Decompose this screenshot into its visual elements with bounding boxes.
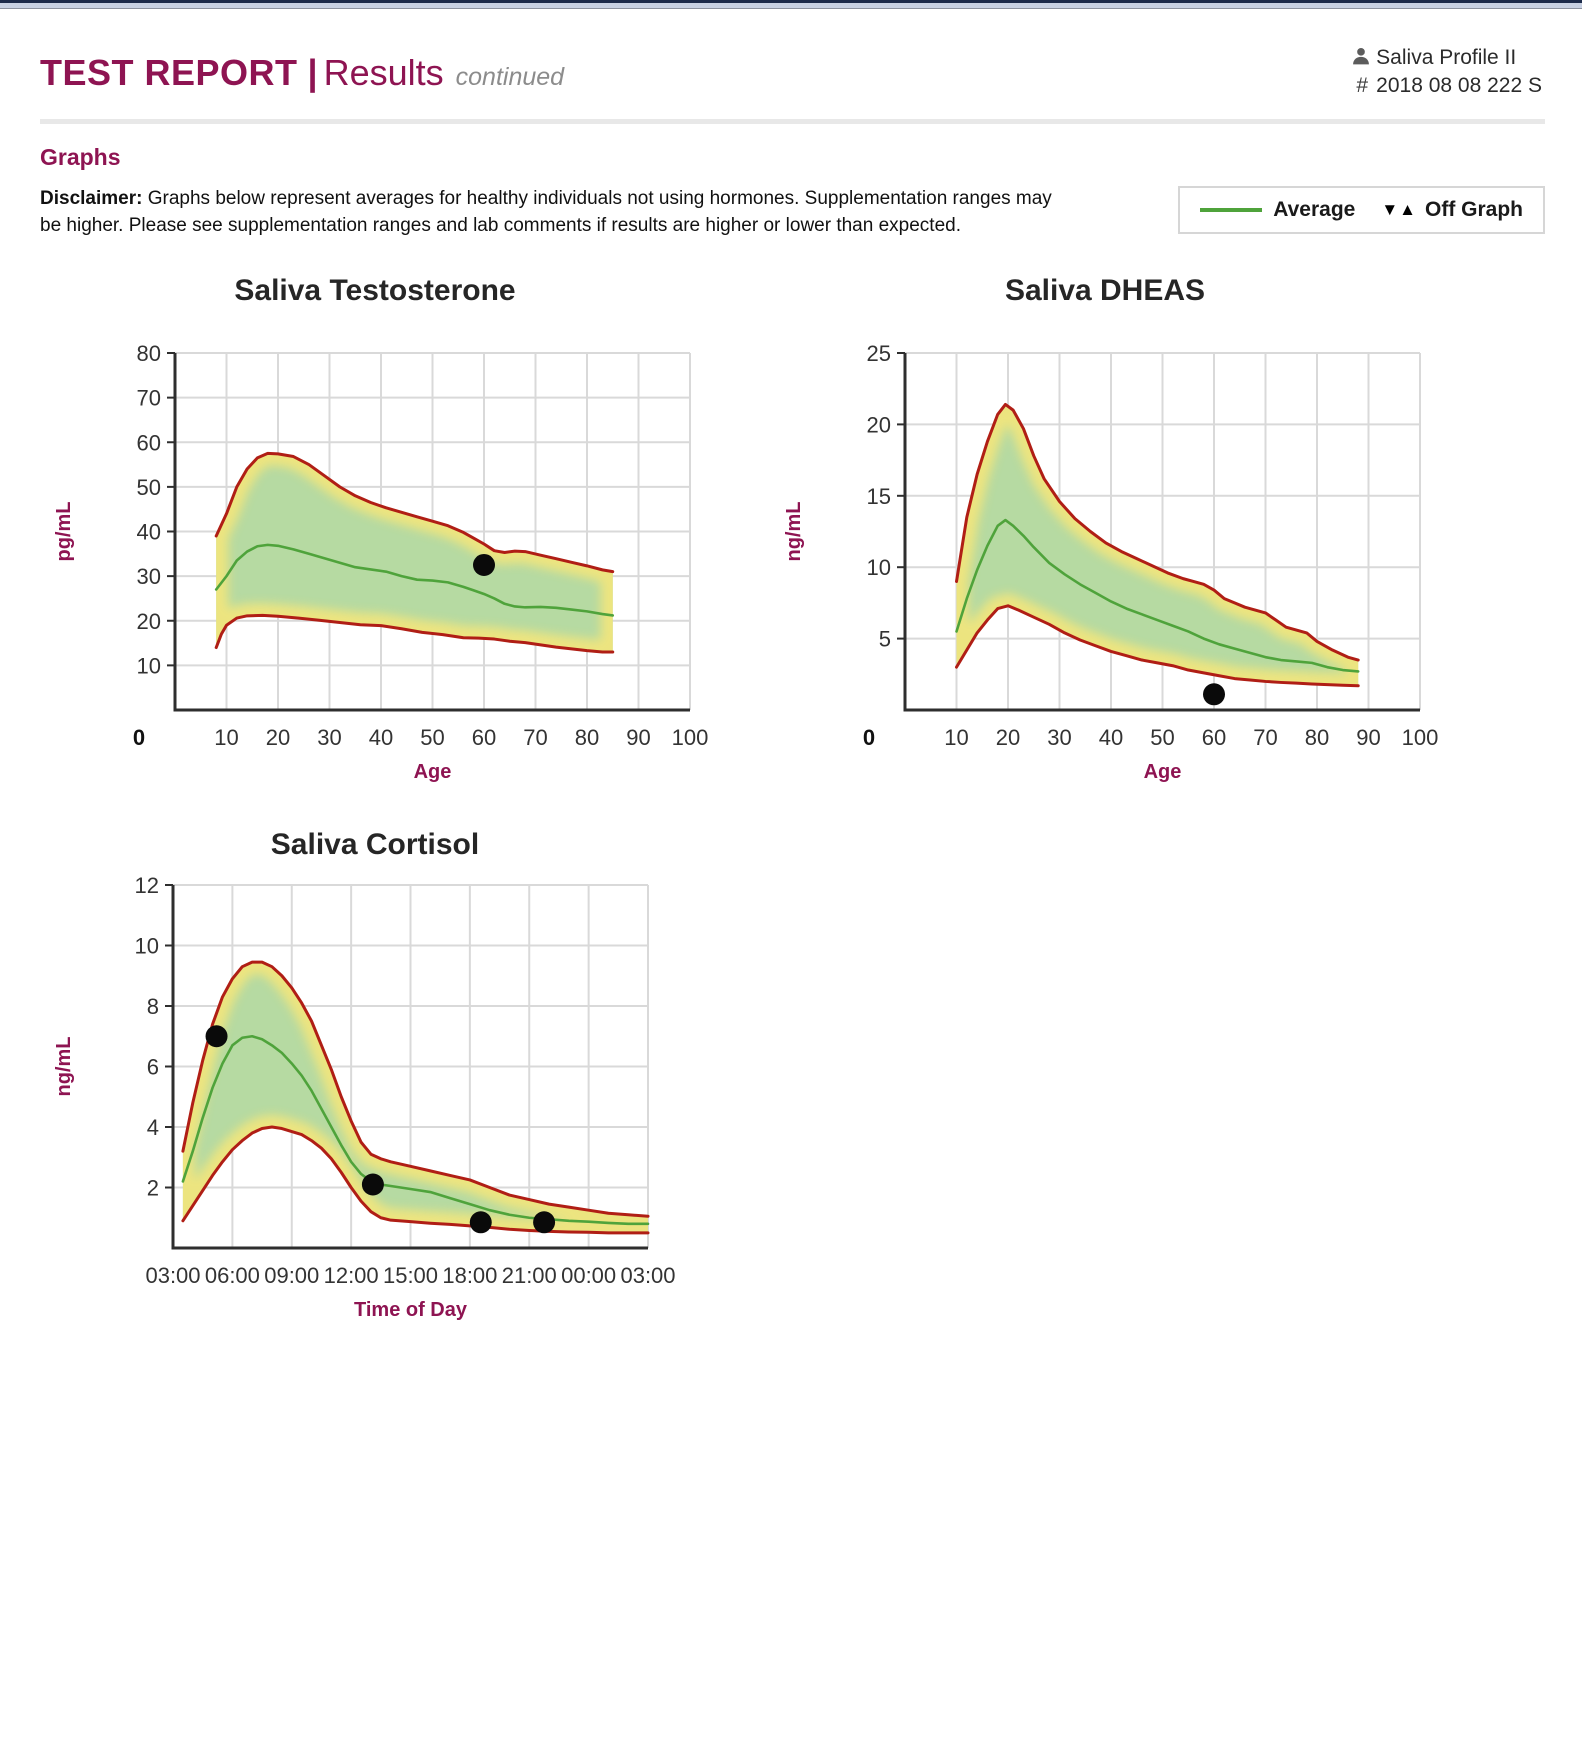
person-icon <box>1348 46 1376 72</box>
y-tick-label: 20 <box>866 412 891 438</box>
y-axis-label: pg/mL <box>53 501 75 562</box>
result-point <box>1203 683 1225 705</box>
x-tick-label: 70 <box>523 725 548 750</box>
reference-band <box>183 962 648 1233</box>
legend-average-label: Average <box>1273 198 1356 221</box>
profile-name: Saliva Profile II <box>1376 46 1517 69</box>
result-point <box>206 1025 228 1047</box>
disclaimer-row <box>40 186 1545 240</box>
y-tick-label: 40 <box>136 519 161 545</box>
x-tick-label: 90 <box>626 725 651 750</box>
y-tick-label: 10 <box>866 555 891 581</box>
chart-saliva-cortisol <box>30 812 720 1342</box>
x-tick-label: 70 <box>1253 725 1278 750</box>
x-tick-label: 21:00 <box>501 1263 557 1288</box>
x-tick-label: 15:00 <box>382 1263 439 1288</box>
report-title: TEST REPORT <box>40 52 298 93</box>
x-tick-label: 30 <box>317 725 342 750</box>
y-tick-label: 4 <box>146 1115 159 1140</box>
reference-band <box>957 404 1359 685</box>
x-tick-label: 60 <box>471 725 497 750</box>
x-tick-label: 100 <box>1401 725 1439 750</box>
x-tick-label: 80 <box>574 725 600 750</box>
y-tick-label: 12 <box>134 873 159 898</box>
x-tick-label: 20 <box>995 725 1021 750</box>
page-top-border <box>0 0 1582 9</box>
chart-title: Saliva DHEAS <box>1004 274 1206 307</box>
average-line-icon <box>1200 208 1262 212</box>
x-tick-label: 30 <box>1047 725 1072 750</box>
x-tick-label: 00:00 <box>561 1263 617 1288</box>
chart-title: Saliva Cortisol <box>270 828 480 861</box>
y-tick-label: 30 <box>136 564 161 590</box>
sample-id-prefix: # <box>1356 74 1369 97</box>
result-point <box>470 1211 492 1233</box>
y-tick-label: 15 <box>866 483 891 509</box>
x-tick-label: 100 <box>671 725 709 750</box>
x-tick-label: 03:00 <box>620 1263 676 1288</box>
y-tick-label: 70 <box>136 385 161 411</box>
chart-title: Saliva Testosterone <box>234 274 516 307</box>
y-axis-label: ng/mL <box>783 501 805 562</box>
x-tick-label: 90 <box>1356 725 1381 750</box>
title-separator: | <box>307 52 318 93</box>
result-point <box>533 1211 555 1233</box>
report-header <box>40 46 1542 98</box>
x-tick-label: 40 <box>368 725 394 750</box>
y-tick-label: 20 <box>136 608 161 634</box>
y-tick-label: 80 <box>136 341 161 366</box>
disclaimer-body: Graphs below represent averages for healthy individuals not using hormones. Supplementation ranges may be higher. Please see supplementation ranges and lab comments if results are higher or lower than expected. <box>40 188 1052 236</box>
chart-saliva-testosterone <box>30 258 720 798</box>
x-tick-label: 0 <box>862 725 876 750</box>
y-tick-label: 60 <box>136 430 161 456</box>
result-point <box>473 554 495 576</box>
x-tick-label: 50 <box>420 725 445 750</box>
sample-id: 2018 08 08 222 S <box>1376 74 1542 97</box>
y-tick-label: 10 <box>134 933 159 959</box>
x-tick-label: 50 <box>1150 725 1175 750</box>
x-tick-label: 0 <box>132 725 146 750</box>
x-tick-label: 18:00 <box>442 1263 498 1288</box>
y-tick-label: 6 <box>146 1054 159 1080</box>
report-meta <box>1348 46 1542 98</box>
header-divider <box>40 119 1545 124</box>
continued-label: continued <box>455 63 565 91</box>
page-title <box>40 52 564 94</box>
x-tick-label: 10 <box>214 725 239 750</box>
legend-off-graph-label: Off Graph <box>1425 198 1523 221</box>
result-point <box>362 1173 384 1195</box>
y-tick-label: 50 <box>136 474 161 500</box>
disclaimer-label: Disclaimer: <box>40 188 143 209</box>
x-tick-label: 80 <box>1304 725 1330 750</box>
section-title: Graphs <box>40 144 121 170</box>
x-tick-label: 03:00 <box>145 1263 201 1288</box>
x-axis-label: Age <box>413 761 452 783</box>
y-tick-label: 10 <box>136 653 161 679</box>
x-tick-label: 60 <box>1201 725 1227 750</box>
off-graph-triangles-icon: ▼▲ <box>1381 200 1417 219</box>
report-subtitle: Results <box>323 52 444 93</box>
disclaimer-text <box>40 186 1075 240</box>
chart-legend <box>1178 186 1545 234</box>
x-tick-label: 12:00 <box>323 1263 379 1288</box>
y-tick-label: 25 <box>866 341 891 366</box>
x-tick-label: 09:00 <box>264 1263 320 1288</box>
x-tick-label: 10 <box>944 725 969 750</box>
y-tick-label: 5 <box>878 626 891 652</box>
x-tick-label: 40 <box>1098 725 1124 750</box>
y-tick-label: 8 <box>146 994 159 1019</box>
x-axis-label: Age <box>1143 761 1182 783</box>
x-tick-label: 06:00 <box>204 1263 260 1288</box>
y-tick-label: 2 <box>146 1175 159 1201</box>
x-tick-label: 20 <box>265 725 291 750</box>
x-axis-label: Time of Day <box>354 1299 467 1321</box>
y-axis-label: ng/mL <box>53 1036 75 1097</box>
chart-saliva-dheas <box>760 258 1450 798</box>
